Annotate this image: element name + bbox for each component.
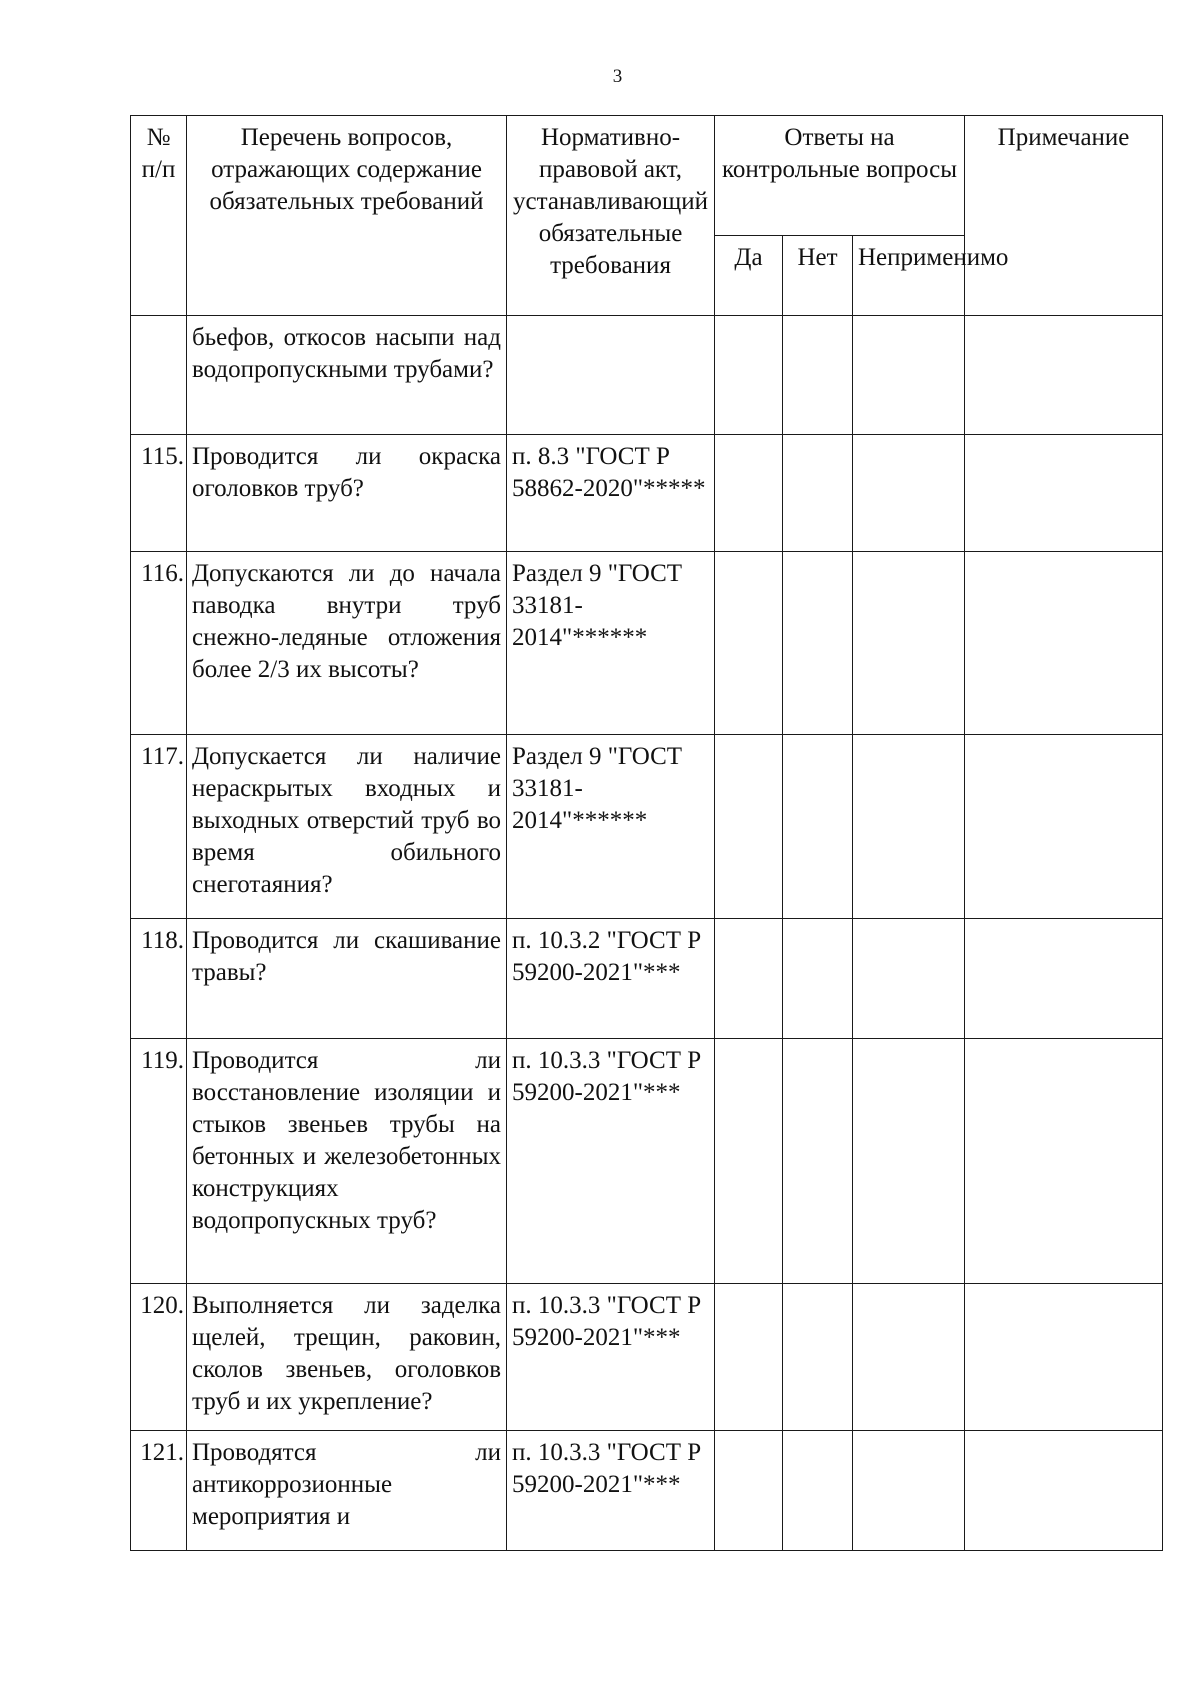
table-row	[131, 1039, 1163, 1284]
header-act: Нормативно-правовой акт, устанавливающий обязательные требования	[507, 116, 715, 316]
row-act: п. 10.3.2 "ГОСТ Р 59200-2021"***	[507, 919, 715, 1039]
row-question: Проводится ли скашивание травы?	[187, 919, 507, 1039]
answer-yes-cell[interactable]	[715, 919, 783, 1039]
header-questions: Перечень вопросов, отражающих содержание обязательных требований	[187, 116, 507, 316]
answer-na-cell[interactable]	[853, 316, 965, 435]
note-cell[interactable]	[965, 919, 1163, 1039]
header-note: Примечание	[965, 116, 1163, 316]
header-na: Неприменимо	[853, 236, 965, 316]
row-question: Проводится ли окраска оголовков труб?	[187, 435, 507, 552]
row-act: Раздел 9 "ГОСТ 33181-2014"******	[507, 735, 715, 919]
table-row	[131, 919, 1163, 1039]
row-num: 119.	[131, 1039, 187, 1284]
note-cell[interactable]	[965, 552, 1163, 735]
note-cell[interactable]	[965, 1284, 1163, 1431]
row-question: Допускается ли наличие нераскрытых входных и выходных отверстий труб во время обильного снеготаяния?	[187, 735, 507, 919]
answer-yes-cell[interactable]	[715, 435, 783, 552]
note-cell[interactable]	[965, 1039, 1163, 1284]
answer-no-cell[interactable]	[783, 1284, 853, 1431]
table-row	[131, 552, 1163, 735]
answer-no-cell[interactable]	[783, 316, 853, 435]
row-question: Проводится ли восстановление изоляции и стыков звеньев трубы на бетонных и железобетонных конструкциях водопропускных труб?	[187, 1039, 507, 1284]
row-num: 116.	[131, 552, 187, 735]
table-row	[131, 1431, 1163, 1551]
header-num: № п/п	[131, 116, 187, 316]
row-num	[131, 316, 187, 435]
answer-no-cell[interactable]	[783, 735, 853, 919]
table-row	[131, 435, 1163, 552]
answer-no-cell[interactable]	[783, 1431, 853, 1551]
row-question: Выполняется ли заделка щелей, трещин, раковин, сколов звеньев, оголовков труб и их укрепление?	[187, 1284, 507, 1431]
table-row	[131, 735, 1163, 919]
note-cell[interactable]	[965, 1431, 1163, 1551]
row-act: п. 10.3.3 "ГОСТ Р 59200-2021"***	[507, 1039, 715, 1284]
note-cell[interactable]	[965, 316, 1163, 435]
page-number: 3	[612, 66, 623, 87]
answer-yes-cell[interactable]	[715, 316, 783, 435]
answer-yes-cell[interactable]	[715, 552, 783, 735]
answer-na-cell[interactable]	[853, 919, 965, 1039]
row-num: 115.	[131, 435, 187, 552]
header-yes: Да	[715, 236, 783, 316]
row-num: 117.	[131, 735, 187, 919]
answer-na-cell[interactable]	[853, 435, 965, 552]
header-answers: Ответы на контрольные вопросы	[715, 116, 965, 236]
row-act: п. 8.3 "ГОСТ Р 58862-2020"*****	[507, 435, 715, 552]
answer-na-cell[interactable]	[853, 735, 965, 919]
row-num: 120.	[131, 1284, 187, 1431]
row-num: 118.	[131, 919, 187, 1039]
row-act: п. 10.3.3 "ГОСТ Р 59200-2021"***	[507, 1431, 715, 1551]
answer-no-cell[interactable]	[783, 1039, 853, 1284]
answer-na-cell[interactable]	[853, 1284, 965, 1431]
row-act	[507, 316, 715, 435]
table-row	[131, 1284, 1163, 1431]
note-cell[interactable]	[965, 435, 1163, 552]
answer-na-cell[interactable]	[853, 1039, 965, 1284]
row-act: п. 10.3.3 "ГОСТ Р 59200-2021"***	[507, 1284, 715, 1431]
answer-no-cell[interactable]	[783, 552, 853, 735]
checklist-table	[130, 115, 1163, 1551]
answer-yes-cell[interactable]	[715, 1284, 783, 1431]
row-question: бьефов, откосов насыпи над водопропускными трубами?	[187, 316, 507, 435]
row-question: Проводятся ли антикоррозионные мероприятия и	[187, 1431, 507, 1551]
answer-na-cell[interactable]	[853, 1431, 965, 1551]
row-act: Раздел 9 "ГОСТ 33181-2014"******	[507, 552, 715, 735]
table-row	[131, 316, 1163, 435]
answer-yes-cell[interactable]	[715, 1431, 783, 1551]
answer-na-cell[interactable]	[853, 552, 965, 735]
answer-no-cell[interactable]	[783, 919, 853, 1039]
note-cell[interactable]	[965, 735, 1163, 919]
answer-yes-cell[interactable]	[715, 735, 783, 919]
answer-yes-cell[interactable]	[715, 1039, 783, 1284]
answer-no-cell[interactable]	[783, 435, 853, 552]
row-question: Допускаются ли до начала паводка внутри труб снежно-ледяные отложения более 2/3 их высоты?	[187, 552, 507, 735]
header-no: Нет	[783, 236, 853, 316]
row-num: 121.	[131, 1431, 187, 1551]
